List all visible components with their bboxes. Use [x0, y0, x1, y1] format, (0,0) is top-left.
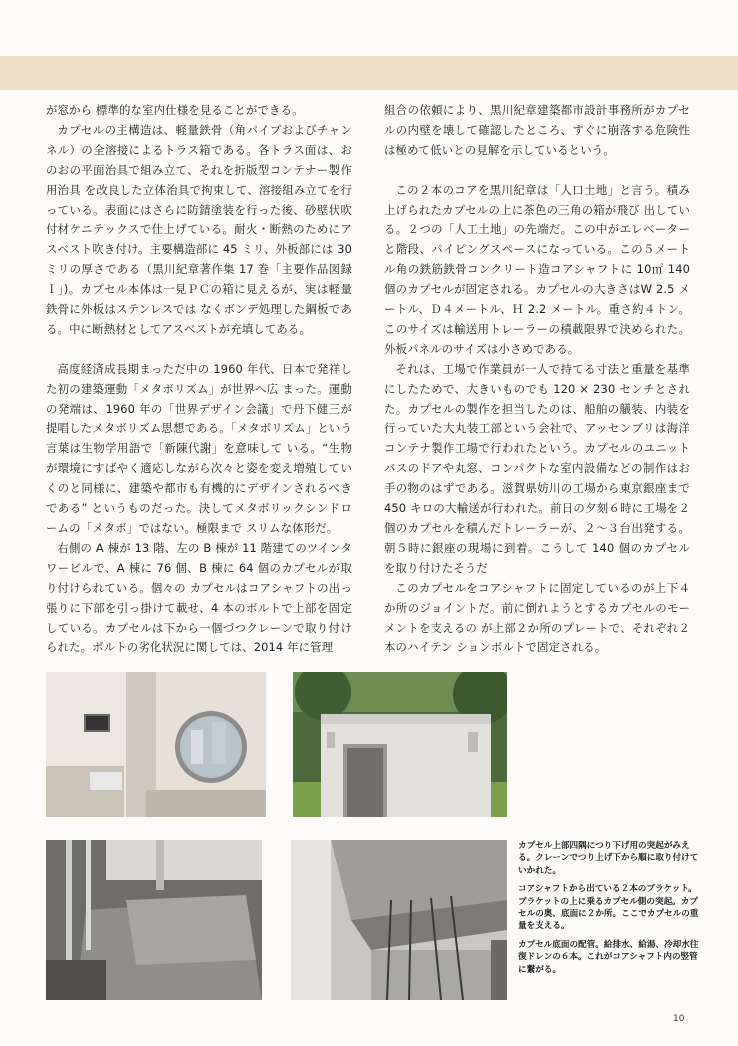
photo-capsule-underside	[291, 840, 507, 1000]
header-band	[0, 56, 738, 90]
photo-interior-icon	[46, 672, 266, 817]
caption: コアシャフトから出ている２本のブラケット。ブラケットの上に乗るカプセル側の突起。カプセルの奥、底面に２か所。ここでカプセルの重量を支える。	[518, 884, 699, 932]
paragraph: 右側の A 棟が 13 階、左の B 棟が 11 階建てのツインタワービルで、A 棟に 76 個、B 棟に 64 個のカプセルが取り付けられている。個々の カプセルはコアシャフトの出っ張りに下部を引っ掛けて載せ、4 本のボルトで上部を固定している。カプセルは下から一個づつクレーンで取り付けられた。ボルトの劣化状況に関しては、2014 年に管理	[46, 540, 352, 655]
paragraph: が窓から 標準的な室内仕様を見ることができる。	[46, 103, 304, 117]
photo-capsule-exterior	[293, 672, 507, 817]
photo-floor-icon	[46, 840, 262, 1000]
caption: カプセル上部四隅につり下げ用の突起がみえる。クレーンでつり上げ下から順に取り付けていかれた。	[518, 841, 699, 876]
photo-underside-icon	[291, 840, 507, 1000]
left-text-column	[46, 101, 352, 658]
caption: カプセル底面の配管。給排水、給湯、冷却水往復ドレンの６本。これがコアシャフト内の竪管に繋がる。	[518, 939, 699, 975]
photo-captions	[518, 840, 702, 982]
paragraph: この２本のコアを黒川紀章は「人口土地」と言う。積み上げられたカプセルの上に茶色の三角の箱が飛び 出している。２つの「人工土地」の先端だ。この中がエレベーターと階段、パイピングスペースになっている。この５メートル角の鉄筋鉄骨コンクリート造コアシャフトに 10㎡ 140 個のカプセルが固定される。カプセルの大きさはW 2.5 メートル、Ｄ４メートル、Ｈ 2.2 メートル。重さ約４トン。このサイズは輸送用トレーラーの積載限界で決められた。外板パネルのサイズは小さめである。	[384, 182, 690, 356]
page-number: 10	[673, 1014, 685, 1024]
photo-capsule-bottom	[46, 840, 262, 1000]
paragraph: カプセルの主構造は、軽量鉄骨（角パイプおよびチャンネル）の全溶接によるトラス箱である。各トラス面は、おのおの平面治具で組み立て、それを折版型コンテナー製作用治具 を改良した立体治具で拘束して、溶接組み立てを行っている。表面にはさらに防錆塗装を行った後、砂壁状吹付材ケニテックスで仕上げている。耐火・断熱のためにアスベスト吹き付け。主要構造部に 45 ミリ、外板部には 30 ミリの厚さである（黒川紀章著作集 17 巻「主要作品図録Ｉ」)。カプセル本体は一見ＰＣの箱に見えるが、実は軽量鉄骨に外板はステンレスでは なくボンデ処理した鋼板である。中に断熱材としてアスベストが充填してある。	[46, 122, 352, 336]
paragraph: 組合の依頼により、黒川紀章建築都市設計事務所がカプセルの内壁を壊して確認したところ、すぐに崩落する危険性は極めて低いとの見解を示しているという。	[384, 103, 690, 157]
paragraph: このカプセルをコアシャフトに固定しているのが上下４か所のジョイントだ。前に倒れようとするカプセルのモーメントを支えるの が上部２か所のプレートで、それぞれ２本のハイテン ションボルトで固定される。	[384, 580, 690, 655]
photo-capsule-interior	[46, 672, 266, 817]
paragraph: 高度経済成長期まっただ中の 1960 年代、日本で発祥した初の建築運動「メタボリズム」が世界へ広 まった。運動の発端は、1960 年の「世界デザイン会議」で丹下健三が提唱したメタボリズム思想である。「メタボリズム」という言葉は生物学用語で「新陳代謝」を意味して いる。“生物が環境にすばやく適応しながら次々と姿を変え増殖していくのと同様に、建築や都市も有機的にデザインされるべきである” というものだった。決してメタボリックシンドロームの「メタボ」ではない。極限まで スリムな体形だ。	[46, 361, 352, 536]
photo-exterior-icon	[293, 672, 507, 817]
paragraph: それは、工場で作業員が一人で持てる寸法と重量を基準にしたためで、大きいものでも 120 × 230 センチとされた。カプセルの製作を担当したのは、船舶の艤装、内装を行っていた大丸装工部という会社で、アッセンブリは海洋コンテナ製作工場で行われたという。カプセルのユニットバスのドアや丸窓、コンパクトな室内設備などの制作はお手の物のはずである。滋賀県妨川の工場から東京銀座まで 450 キロの大輸送が行われた。前日の夕刻６時に工場を２個のカプセルを積んだトレーラーが、２～３台出発する。朝５時に銀座の現場に到着。こうして 140 個のカプセルを取り付けたそうだ	[384, 361, 690, 575]
right-text-column	[384, 101, 690, 658]
